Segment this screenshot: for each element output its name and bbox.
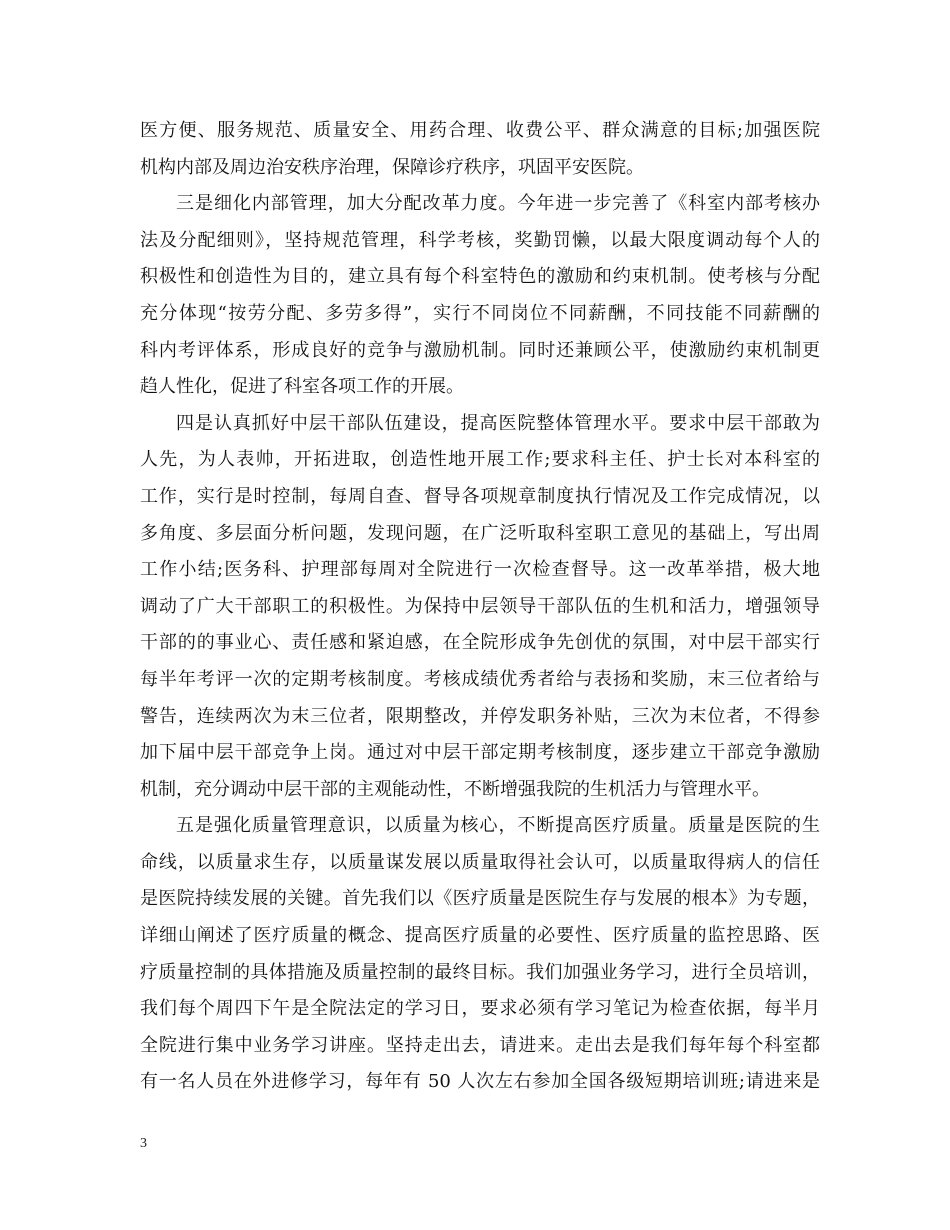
text-line: 机制，充分调动中层干部的主观能动性，不断增强我院的生机活力与管理水平。: [140, 778, 770, 800]
paragraph: [140, 113, 820, 186]
text-line: 工作小结;医务科、护理部每周对全院进行一次检查督导。这一改革举措，极大地: [140, 559, 820, 581]
text-line: 疗质量控制的具体措施及质量控制的最终目标。我们加强业务学习，进行全员培训，: [140, 961, 820, 983]
text-line: 人先，为人表帅，开拓进取，创造性地开展工作;要求科主任、护士长对本科室的: [140, 449, 820, 471]
text-line: 每半年考评一次的定期考核制度。考核成绩优秀者给与表扬和奖励，末三位者给与: [140, 668, 820, 690]
text-line: 工作，实行是时控制，每周自查、督导各项规章制度执行情况及工作完成情况，以: [140, 485, 820, 507]
text-line: 多角度、多层面分析问题，发现问题，在广泛听取科室职工意见的基础上，写出周: [140, 522, 820, 544]
paragraph: [140, 406, 820, 809]
paragraph: [140, 808, 820, 1101]
document-body: [140, 113, 820, 1101]
text-line: 机构内部及周边治安秩序治理，保障诊疗秩序，巩固平安医院。: [140, 156, 644, 178]
text-line: 是医院持续发展的关键。首先我们以《医疗质量是医院生存与发展的根本》为专题，: [140, 888, 820, 910]
text-line: 有一名人员在外进修学习，每年有 50 人次左右参加全国各级短期培训班;请进来是: [140, 1071, 820, 1093]
text-line: 全院进行集中业务学习讲座。坚持走出去，请进来。走出去是我们每年每个科室都: [140, 1034, 820, 1056]
text-line: 警告，连续两次为末三位者，限期整改，并停发职务补贴，三次为末位者，不得参: [140, 705, 820, 727]
text-line: 法及分配细则》，坚持规范管理，科学考核，奖勤罚懒，以最大限度调动每个人的: [140, 229, 820, 251]
text-line: 四是认真抓好中层干部队伍建设，提高医院整体管理水平。要求中层干部敢为: [176, 412, 820, 434]
text-line: 加下届中层干部竞争上岗。通过对中层干部定期考核制度，逐步建立干部竞争激励: [140, 742, 820, 764]
text-line: 我们每个周四下午是全院法定的学习日，要求必须有学习笔记为检查依据，每半月: [140, 998, 820, 1020]
text-line: 详细山阐述了医疗质量的概念、提高医疗质量的必要性、医疗质量的监控思路、医: [140, 925, 820, 947]
text-line: 三是细化内部管理，加大分配改革力度。今年进一步完善了《科室内部考核办: [176, 193, 820, 215]
text-line: 干部的的事业心、责任感和紧迫感，在全院形成争先创优的氛围，对中层干部实行: [140, 632, 820, 654]
paragraph: [140, 186, 820, 406]
text-line: 充分体现“按劳分配、多劳多得”，实行不同岗位不同薪酬，不同技能不同薪酬的: [140, 302, 820, 324]
text-line: 趋人性化，促进了科室各项工作的开展。: [140, 376, 464, 398]
text-line: 积极性和创造性为目的，建立具有每个科室特色的激励和约束机制。使考核与分配: [140, 266, 820, 288]
text-line: 命线，以质量求生存，以质量谋发展以质量取得社会认可，以质量取得病人的信任: [140, 851, 820, 873]
text-line: 五是强化质量管理意识，以质量为核心，不断提高医疗质量。质量是医院的生: [176, 815, 820, 837]
page-number: 3: [140, 1136, 147, 1151]
text-line: 医方便、服务规范、质量安全、用药合理、收费公平、群众满意的目标;加强医院: [140, 120, 820, 141]
text-line: 调动了广大干部职工的积极性。为保持中层领导干部队伍的生机和活力，增强领导: [140, 595, 820, 617]
text-line: 科内考评体系，形成良好的竞争与激励机制。同时还兼顾公平，使激励约束机制更: [140, 339, 820, 361]
